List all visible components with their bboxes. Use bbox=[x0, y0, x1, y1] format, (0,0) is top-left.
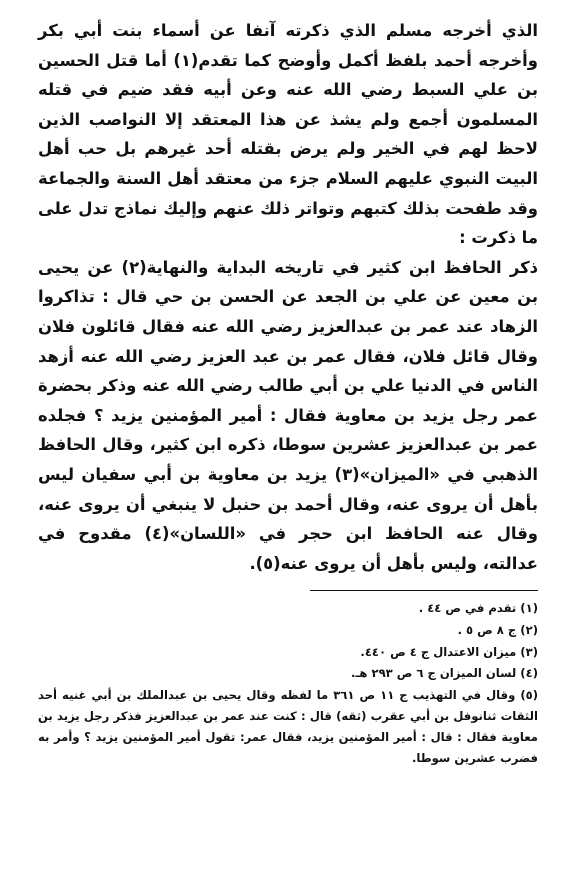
paragraph: الذي أخرجه مسلم الذي ذكرته آنفا عن أسماء بنت أبي بكر وأخرجه أحمد بلفظ أكمل وأوضح كما تقدم(١) أما قتل الحسين بن علي السبط رضي الله عنه وعن أبيه فقد ضيم في قتله المسلمون أجمع ولم يشذ عن هذا المعتقد إلا النواصب الذين لاحظ لهم في الخير ولم يرض بقتله أحد غيرهم بل حب أهل البيت النبوي عليهم السلام جزء من معتقد أهل السنة والجماعة وقد طفحت بذلك كتبهم وتواتر ذلك عنهم وإليك نماذج تدل على ما ذكرت : bbox=[38, 21, 538, 248]
footnote: (٢) ج ٨ ص ٥ . bbox=[457, 622, 538, 637]
paragraph: ذكر الحافظ ابن كثير في تاريخه البداية والنهاية(٢) عن يحيى بن معين عن علي بن الجعد عن الحسن بن حي قال : تذاكروا الزهاد عند عمر بن عبدالعزيز رضي الله عنه فقال قائلون فلان وقال قائل فلان، فقال عمر بن عبد العزيز رضي الله عنه أزهد الناس في الدنيا علي بن أبي طالب رضي الله عنه وذكر بحضرة عمر رجل يزيد بن معاوية فقال : أمير المؤمنين يزيد ؟ فجلده عمر بن عبدالعزيز عشرين سوطا، ذكره ابن كثير، وقال الحافظ الذهبي في «الميزان»(٣) يزيد بن معاوية بن أبي سفيان ليس بأهل أن يروى عنه، وقال أحمد بن حنبل لا ينبغي أن يروى عنه، وقال عنه الحافظ ابن حجر في «اللسان»(٤) مقدوح في عدالته، وليس بأهل أن يروى عنه(٥). bbox=[38, 257, 539, 573]
footnote: (٣) ميزان الاعتدال ج ٤ ص ٤٤٠. bbox=[360, 644, 538, 659]
footnote: (٥) وقال في التهذيب ج ١١ ص ٣٦١ ما لفظه وقال يحيى بن عبدالملك بن أبي غنيه أحد الثقات ثنانوفل بن أبي عقرب (ثقه) قال : كنت عند عمر بن عبدالعزيز فذكر رجل يزيد بن معاوية فقال : قال : أمير المؤمنين يزيد، فقال عمر: تقول أمير المؤمنين يزيد ؟ وأمر به فضرب عشرين سوطا. bbox=[38, 688, 539, 766]
footnote: (٤) لسان الميزان ج ٦ ص ٢٩٣ هـ. bbox=[351, 666, 538, 681]
main-text bbox=[38, 16, 538, 578]
footnote: (١) تقدم في ص ٤٤ . bbox=[418, 601, 538, 615]
footnote-separator bbox=[310, 590, 538, 591]
footnotes bbox=[38, 598, 538, 769]
